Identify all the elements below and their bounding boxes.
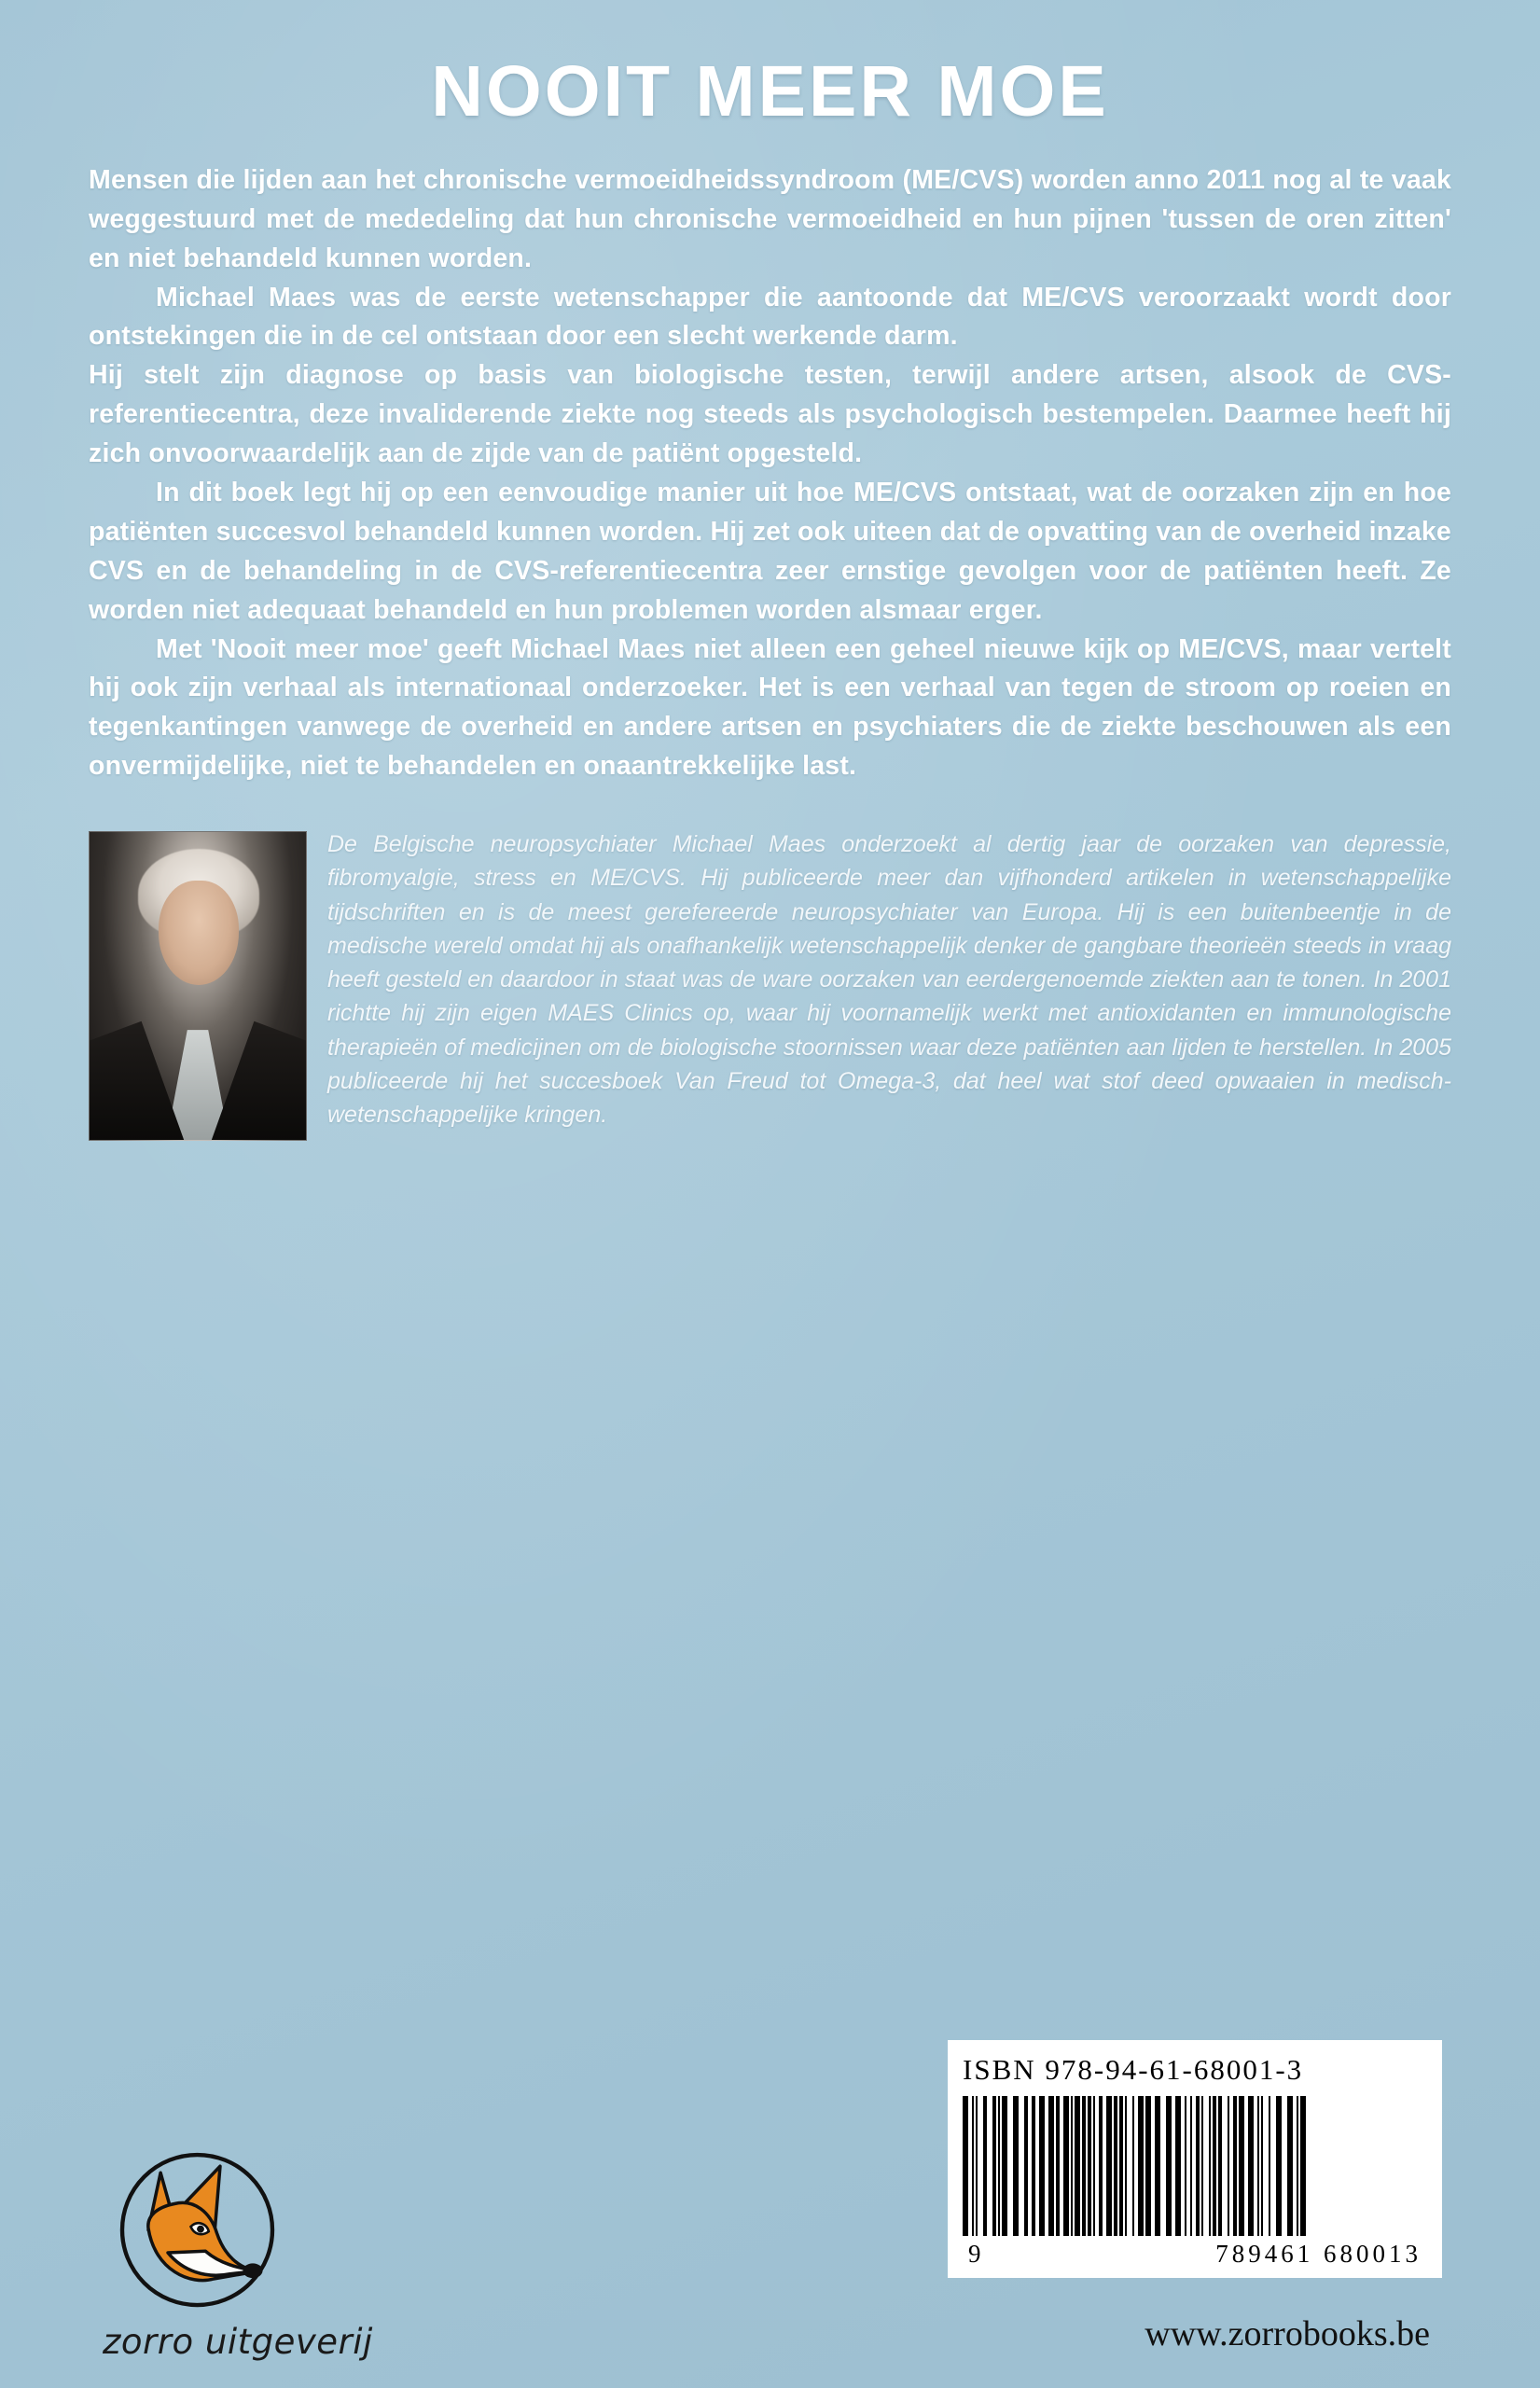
publisher-website: www.zorrobooks.be bbox=[1145, 2314, 1430, 2353]
publisher-logo bbox=[103, 2148, 420, 2362]
author-bio-text: De Belgische neuropsychiater Michael Maes onderzoekt al dertig jaar de oorzaken van depressie, fibromyalgie, stress en ME/CVS. Hij publiceerde meer dan vijfhonderd artikelen in wetenschappelijke tijdschriften en is de meest gerefereerde neuropsychiater van Europa. Hij is een buitenbeentje in de medische wereld omdat hij als onafhankelijk wetenschappelijk denker de gangbare theorieën steeds in vraag heeft gesteld en daardoor in staat was de ware oorzaken van eerdergenoemde ziekten aan te tonen. In 2001 richtte hij zijn eigen MAES Clinics op, waar hij voornamelijk werkt met antioxidanten en immunologische therapieën of medicijnen om de biologische stoornissen waar deze patiënten aan lijden te herstellen. In 2005 publiceerde hij het succesboek Van Freud tot Omega-3, dat heel wat stof deed opwaaien in medisch-wetenschappelijke kringen. bbox=[327, 831, 1451, 1129]
blurb-paragraph-4: In dit boek legt hij op een eenvoudige manier uit hoe ME/CVS ontstaat, wat de oorzaken zijn en hoe patiënten succesvol behandeld kunnen worden. Hij zet ook uiteen dat de opvatting van de overheid inzake CVS en de behandeling in de CVS-referentiecentra zeer ernstige gevolgen voor de patiënten heeft. Ze worden niet adequaat behandeld en hun problemen worden alsmaar erger. bbox=[89, 477, 1451, 625]
blurb-paragraph-1: Mensen die lijden aan het chronische vermoeidheidssyndroom (ME/CVS) worden anno 2011 nog al te vaak weggestuurd met de mededeling dat hun chronische vermoeidheid en hun pijnen 'tussen de oren zitten' en niet behandeld kunnen worden. bbox=[89, 164, 1451, 273]
cover-footer bbox=[0, 2006, 1540, 2388]
author-portrait bbox=[89, 831, 307, 1141]
isbn-barcode-block bbox=[948, 2040, 1442, 2278]
blurb-paragraph-3: Hij stelt zijn diagnose op basis van biologische testen, terwijl andere artsen, alsook de CVS-referentiecentra, deze invaliderende ziekte nog steeds als psychologisch bestempelen. Daarmee heeft hij zich onvoorwaardelijk aan de zijde van de patiënt opgesteld. bbox=[89, 360, 1451, 469]
ean-digits bbox=[963, 2240, 1427, 2269]
ean-left-digit: 9 bbox=[968, 2240, 985, 2268]
blurb-paragraph-5: Met 'Nooit meer moe' geeft Michael Maes niet alleen een geheel nieuwe kijk op ME/CVS, maar vertelt hij ook zijn verhaal als internationaal onderzoeker. Het is een verhaal van tegen de stroom op roeien en tegenkantingen vanwege de overheid en andere artsen en psychiaters die de ziekte beschouwen als een onvermijdelijke, niet te behandelen en onaantrekkelijke last. bbox=[89, 633, 1451, 782]
publisher-name: zorro uitgeverij bbox=[103, 2322, 373, 2362]
blurb-paragraph-2: Michael Maes was de eerste wetenschapper die aantoonde dat ME/CVS veroorzaakt wordt door ontstekingen die in de cel ontstaan door een slecht werkende darm. bbox=[89, 282, 1451, 352]
portrait-jacket-right bbox=[207, 1019, 307, 1140]
isbn-number: ISBN 978-94-61-68001-3 bbox=[963, 2053, 1304, 2086]
blurb-text bbox=[89, 161, 1451, 786]
fox-head-icon bbox=[116, 2148, 279, 2312]
author-bio-block bbox=[89, 827, 1451, 1132]
ean-main-digits: 789461 680013 bbox=[1215, 2240, 1422, 2268]
barcode bbox=[963, 2096, 1427, 2236]
portrait-jacket-left bbox=[89, 1019, 188, 1140]
page-title: NOOIT MEER MOE bbox=[431, 51, 1109, 132]
portrait-face bbox=[159, 881, 239, 985]
